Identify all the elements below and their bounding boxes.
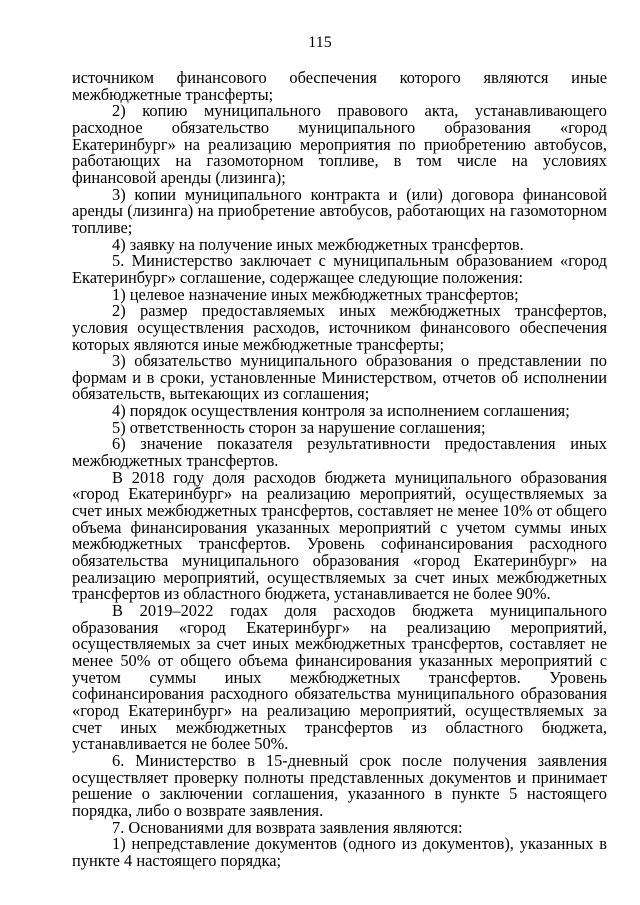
paragraph: 3) копии муниципального контракта и (или) договора финансовой аренды (лизинга) на приобретение автобусов, работающих на газомоторном топливе; [72,184,607,237]
paragraph: В 2018 году доля расходов бюджета муниципального образования «город Екатеринбург» на реализацию мероприятий, осуществляемых за счет иных межбюджетных трансфертов, составляет не менее 10% от общего объема финансирования указанных мероприятий с учетом суммы иных межбюджетных трансфертов. Уровень софинансирования расходного обязательства муниципального образования «город Екатеринбург» на реализацию мероприятий, осуществляемых за счет иных межбюджетных трансфертов из областного бюджета, устанавливается не более 90%. [72,467,607,604]
paragraph: источником финансового обеспечения которого являются иные межбюджетные трансферты; [72,68,607,104]
paragraph: 6. Министерство в 15-дневный срок после получения заявления осуществляет проверку полноты представленных документов и принимает решение о заключении соглашения, указанного в пункте 5 настоящего порядка, либо о возврате заявления. [72,750,607,820]
paragraph: 1) целевое назначение иных межбюджетных трансфертов; [112,284,519,304]
paragraph: 7. Основаниями для возврата заявления являются: [112,817,463,837]
paragraph: 2) размер предоставляемых иных межбюджетных трансфертов, условия осуществления расходов, источником финансового обеспечения которых являются иные межбюджетные трансферты; [72,301,607,354]
paragraph: В 2019–2022 годах доля расходов бюджета муниципального образования «город Екатеринбург» на реализацию мероприятий, осуществляемых за счет иных межбюджетных трансфертов, составляет не менее 50% от общего объема финансирования указанных мероприятий с учетом суммы иных межбюджетных трансфертов. Уровень софинансирования расходного обязательства муниципального образования «город Екатеринбург» на реализацию мероприятий, осуществляемых за счет иных межбюджетных трансфертов из областного бюджета, устанавливается не более 50%. [72,601,607,754]
paragraph: 2) копию муниципального правового акта, устанавливающего расходное обязательство муниципального образования «город Екатеринбург» на реализацию мероприятия по приобретению автобусов, работающих на газомоторном топливе, в том числе на условиях финансовой аренды (лизинга); [72,101,607,187]
paragraph: 5) ответственность сторон за нарушение соглашения; [112,417,486,437]
paragraph: 3) обязательство муниципального образования о представлении по формам и в сроки, установленные Министерством, отчетов об исполнении обязательств, вытекающих из соглашения; [72,351,607,404]
paragraph: 1) непредставление документов (одного из документов), указанных в пункте 4 настоящего порядка; [72,834,607,870]
document-body [72,70,607,870]
paragraph: 4) порядок осуществления контроля за исполнением соглашения; [112,401,570,421]
paragraph: 4) заявку на получение иных межбюджетных трансфертов. [112,234,524,254]
page-number: 115 [308,34,332,51]
paragraph: 5. Министерство заключает с муниципальным образованием «город Екатеринбург» соглашение, содержащее следующие положения: [72,251,607,287]
paragraph: 6) значение показателя результативности предоставления иных межбюджетных трансфертов. [72,434,607,471]
